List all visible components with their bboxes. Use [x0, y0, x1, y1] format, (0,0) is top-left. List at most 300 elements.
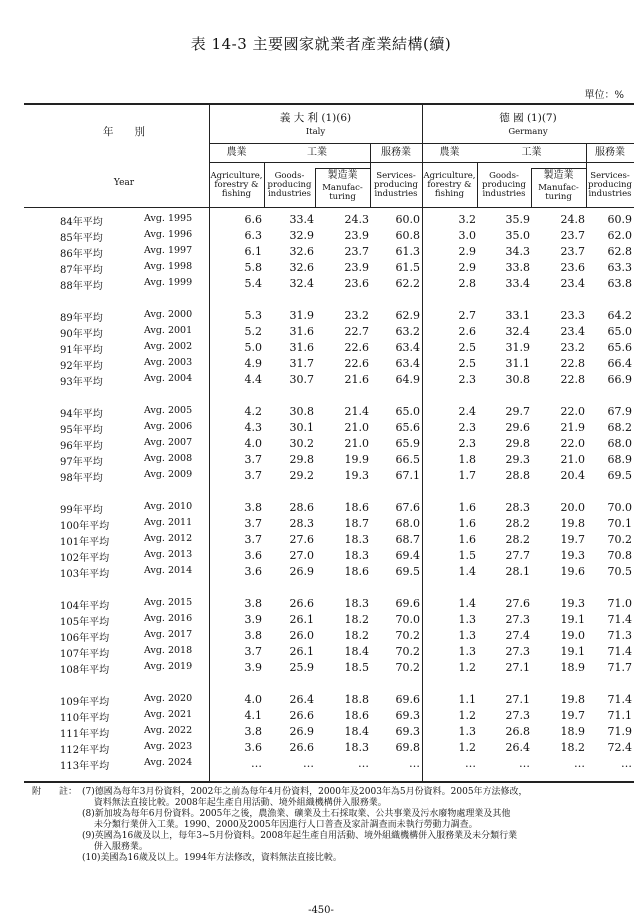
- table-cell: 2.3: [458, 437, 476, 450]
- table-cell: 72.4: [607, 741, 632, 754]
- table-cell: 2.4: [458, 405, 476, 418]
- table-cell: 22.6: [344, 357, 369, 370]
- table-row: [24, 533, 634, 549]
- row-year-cn: 93年平均: [60, 377, 103, 388]
- table-cell: 1.7: [458, 469, 476, 482]
- row-year-en: Avg. 2010: [144, 501, 193, 512]
- table-cell: 26.6: [289, 741, 314, 754]
- table-cell: 3.0: [458, 229, 476, 242]
- table-cell: 65.0: [607, 325, 632, 338]
- table-cell: 3.7: [244, 453, 262, 466]
- italy-serv-en-l1: Services-: [376, 171, 416, 181]
- table-cell: 19.7: [560, 709, 585, 722]
- table-cell: 3.8: [244, 629, 262, 642]
- row-year-cn: 106年平均: [60, 633, 110, 644]
- row-year-cn: 102年平均: [60, 553, 110, 564]
- row-year-en: Avg. 2022: [144, 725, 193, 736]
- table-cell: 35.0: [505, 229, 530, 242]
- row-year-cn: 89年平均: [60, 313, 103, 324]
- table-row: [24, 645, 634, 661]
- table-cell: 23.6: [560, 261, 585, 274]
- table-cell: 31.7: [289, 357, 314, 370]
- table-cell: 3.6: [244, 565, 262, 578]
- table-bottom-rule: [24, 781, 634, 783]
- germany-serv-en-l2: producing: [588, 179, 632, 190]
- table-cell: 3.7: [244, 469, 262, 482]
- note-line: 未分類行業併入工業。1990、2000及2005年因進行人口普查及家計調查而未執行勞動力調查。: [82, 820, 478, 830]
- table-cell: 27.4: [505, 629, 530, 642]
- table-cell: 2.5: [458, 341, 476, 354]
- table-cell: 1.2: [458, 741, 476, 754]
- note-line: (9)英國為16歲及以上，每年3~5月份資料。2008年起生產自用活動、境外組織機構併入服務業及未分類行業: [82, 831, 518, 841]
- table-row: [24, 741, 634, 757]
- table-cell: 26.1: [289, 645, 314, 658]
- table-cell: 3.9: [244, 613, 262, 626]
- table-cell: 65.9: [395, 437, 420, 450]
- table-cell: 28.3: [289, 517, 314, 530]
- table-cell: 19.7: [560, 533, 585, 546]
- table-cell: 27.3: [505, 645, 530, 658]
- table-cell: 18.2: [344, 613, 369, 626]
- table-cell: 5.4: [244, 277, 262, 290]
- table-cell: 62.0: [607, 229, 632, 242]
- table-cell: 19.3: [560, 597, 585, 610]
- table-row: [24, 725, 634, 741]
- row-year-en: Avg. 2004: [144, 373, 193, 384]
- table-cell: 19.8: [560, 693, 585, 706]
- table-cell: 29.6: [505, 421, 530, 434]
- table-cell: 23.4: [560, 277, 585, 290]
- table-cell: 2.9: [458, 245, 476, 258]
- row-year-en: Avg. 1997: [144, 245, 193, 256]
- table-cell: 62.8: [607, 245, 632, 258]
- table-cell: 1.3: [458, 725, 476, 738]
- table-cell: 18.2: [560, 741, 585, 754]
- table-row: [24, 373, 634, 389]
- row-year-cn: 100年平均: [60, 521, 110, 532]
- table-cell: 62.9: [395, 309, 420, 322]
- table-cell: 3.6: [244, 549, 262, 562]
- note-line: (7)德國為每年3月份資料，2002年之前為每年4月份資料，2000年及2003年為5月份資料。2005年方法修改，: [82, 787, 528, 797]
- table-cell: 2.5: [458, 357, 476, 370]
- table-cell: 61.5: [395, 261, 420, 274]
- row-year-cn: 105年平均: [60, 617, 110, 628]
- table-cell: 71.7: [607, 661, 632, 674]
- table-cell: 63.3: [607, 261, 632, 274]
- table-cell: 32.6: [289, 261, 314, 274]
- table-cell: 30.2: [289, 437, 314, 450]
- table-cell: 21.6: [344, 373, 369, 386]
- table-cell: 22.8: [560, 357, 585, 370]
- table-cell: 69.5: [395, 565, 420, 578]
- note-line: 併入服務業。: [82, 842, 148, 852]
- data-table: [24, 103, 634, 781]
- table-cell: 29.3: [505, 453, 530, 466]
- table-cell: 19.9: [344, 453, 369, 466]
- country-italy-cn: 義 大 利 (1)(6): [279, 112, 352, 124]
- table-cell: 23.3: [560, 309, 585, 322]
- germany-agri-en-l1: Agriculture,: [423, 171, 476, 181]
- table-cell: 32.6: [289, 245, 314, 258]
- row-year-cn: 86年平均: [60, 249, 103, 260]
- table-row: [24, 261, 634, 277]
- table-cell: 19.1: [560, 645, 585, 658]
- table-cell: 2.8: [458, 277, 476, 290]
- italy-agri-en-l2: forestry &: [214, 179, 259, 190]
- italy-agri-en-l1: Agriculture,: [210, 171, 263, 181]
- table-cell: 22.6: [344, 341, 369, 354]
- table-row: [24, 517, 634, 533]
- table-cell: 3.2: [458, 213, 476, 226]
- table-cell: 21.0: [560, 453, 585, 466]
- italy-industry-cn: 工業: [307, 147, 327, 158]
- row-year-cn: 101年平均: [60, 537, 110, 548]
- table-cell: 23.6: [344, 277, 369, 290]
- table-cell: 67.9: [607, 405, 632, 418]
- table-cell: 28.2: [505, 533, 530, 546]
- table-cell: 27.1: [505, 693, 530, 706]
- table-cell: 31.1: [505, 357, 530, 370]
- row-year-cn: 110年平均: [60, 713, 110, 724]
- table-cell: 28.2: [505, 517, 530, 530]
- italy-goods-en-l3: industries: [267, 188, 312, 199]
- table-row: [24, 693, 634, 709]
- row-year-en: Avg. 2016: [144, 613, 193, 624]
- table-cell: 18.3: [344, 533, 369, 546]
- table-cell: 70.0: [607, 501, 632, 514]
- germany-agri-en-l3: fishing: [434, 188, 465, 199]
- table-cell: 29.7: [505, 405, 530, 418]
- row-year-en: Avg. 2000: [144, 309, 193, 320]
- table-cell: 63.2: [395, 325, 420, 338]
- table-cell: 68.0: [395, 517, 420, 530]
- table-row: [24, 501, 634, 517]
- table-cell: 32.9: [289, 229, 314, 242]
- table-cell: …: [358, 757, 369, 770]
- germany-agri-en-l2: forestry &: [427, 179, 472, 190]
- table-cell: 60.9: [607, 213, 632, 226]
- table-row: [24, 213, 634, 229]
- table-cell: 5.3: [244, 309, 262, 322]
- table-cell: 66.5: [395, 453, 420, 466]
- table-cell: 1.6: [458, 517, 476, 530]
- table-cell: 23.2: [560, 341, 585, 354]
- page-number: -450-: [308, 905, 334, 916]
- table-cell: 21.9: [560, 421, 585, 434]
- table-cell: 61.3: [395, 245, 420, 258]
- table-cell: 70.2: [395, 645, 420, 658]
- table-cell: 29.8: [289, 453, 314, 466]
- table-cell: 63.8: [607, 277, 632, 290]
- table-cell: 31.9: [289, 309, 314, 322]
- manuf-box-top-de: [531, 168, 586, 169]
- table-cell: 18.2: [344, 629, 369, 642]
- table-cell: 4.3: [244, 421, 262, 434]
- table-cell: …: [519, 757, 530, 770]
- table-cell: 27.1: [505, 661, 530, 674]
- row-year-cn: 108年平均: [60, 665, 110, 676]
- table-cell: 24.3: [344, 213, 369, 226]
- table-cell: 18.4: [344, 725, 369, 738]
- table-cell: 18.4: [344, 645, 369, 658]
- table-cell: 25.9: [289, 661, 314, 674]
- table-cell: 4.4: [244, 373, 262, 386]
- row-year-en: Avg. 2003: [144, 357, 193, 368]
- table-cell: 21.4: [344, 405, 369, 418]
- italy-manuf-en: [315, 184, 370, 202]
- table-cell: 69.4: [395, 549, 420, 562]
- table-cell: 71.4: [607, 613, 632, 626]
- table-cell: 2.7: [458, 309, 476, 322]
- table-cell: 26.9: [289, 725, 314, 738]
- table-cell: 30.8: [505, 373, 530, 386]
- table-row: [24, 229, 634, 245]
- table-cell: 26.4: [289, 693, 314, 706]
- table-cell: 21.0: [344, 437, 369, 450]
- table-cell: 1.6: [458, 501, 476, 514]
- table-cell: 30.8: [289, 405, 314, 418]
- table-cell: 33.4: [289, 213, 314, 226]
- year-header-en: Year: [113, 178, 135, 188]
- italy-serv-en-l2: producing: [374, 179, 418, 190]
- row-year-cn: 92年平均: [60, 361, 103, 372]
- table-cell: 6.3: [244, 229, 262, 242]
- table-cell: 63.4: [395, 357, 420, 370]
- row-year-cn: 103年平均: [60, 569, 110, 580]
- table-cell: 1.2: [458, 709, 476, 722]
- table-cell: 1.3: [458, 613, 476, 626]
- table-cell: 23.2: [344, 309, 369, 322]
- table-cell: 31.9: [505, 341, 530, 354]
- table-cell: 1.3: [458, 645, 476, 658]
- table-row: [24, 597, 634, 613]
- table-cell: 28.6: [289, 501, 314, 514]
- table-cell: 33.1: [505, 309, 530, 322]
- table-cell: 26.1: [289, 613, 314, 626]
- table-cell: …: [621, 757, 632, 770]
- italy-manuf-en-l2: turing: [329, 191, 356, 202]
- germany-goods-en-l1: Goods-: [489, 171, 519, 181]
- row-year-en: Avg. 2024: [144, 757, 193, 768]
- italy-serv-en-l3: industries: [374, 188, 418, 199]
- table-cell: 23.7: [560, 229, 585, 242]
- table-cell: 1.4: [458, 597, 476, 610]
- table-top-rule: [24, 103, 634, 105]
- italy-goods-en: [264, 172, 315, 199]
- table-cell: 71.4: [607, 645, 632, 658]
- table-cell: 27.6: [289, 533, 314, 546]
- table-cell: 67.6: [395, 501, 420, 514]
- row-year-en: Avg. 2008: [144, 453, 193, 464]
- table-cell: 26.0: [289, 629, 314, 642]
- italy-serv-en: [370, 172, 422, 199]
- germany-serv-en-l1: Services-: [590, 171, 630, 181]
- table-cell: 23.9: [344, 229, 369, 242]
- table-cell: 19.8: [560, 517, 585, 530]
- country-germany-cn: 德 國 (1)(7): [499, 112, 557, 124]
- table-cell: 27.0: [289, 549, 314, 562]
- table-cell: 19.3: [560, 549, 585, 562]
- table-cell: 4.0: [244, 437, 262, 450]
- table-cell: 70.5: [607, 565, 632, 578]
- table-cell: 65.6: [607, 341, 632, 354]
- table-cell: 23.7: [344, 245, 369, 258]
- table-row: [24, 709, 634, 725]
- table-cell: 1.3: [458, 629, 476, 642]
- table-cell: 69.3: [395, 725, 420, 738]
- table-row: [24, 437, 634, 453]
- row-year-en: Avg. 2006: [144, 421, 193, 432]
- row-year-en: Avg. 1998: [144, 261, 193, 272]
- table-cell: 28.8: [505, 469, 530, 482]
- germany-services-cn: 服務業: [595, 147, 625, 158]
- table-cell: 18.6: [344, 565, 369, 578]
- table-cell: 70.1: [607, 517, 632, 530]
- germany-manuf-en-l1: Manufac-: [538, 183, 579, 193]
- table-cell: 23.4: [560, 325, 585, 338]
- table-cell: 69.5: [607, 469, 632, 482]
- table-cell: 69.6: [395, 597, 420, 610]
- row-year-cn: 98年平均: [60, 473, 103, 484]
- table-cell: 28.3: [505, 501, 530, 514]
- table-row: [24, 357, 634, 373]
- table-cell: 3.8: [244, 597, 262, 610]
- row-year-cn: 94年平均: [60, 409, 103, 420]
- row-year-en: Avg. 2005: [144, 405, 193, 416]
- table-row: [24, 613, 634, 629]
- table-row: [24, 341, 634, 357]
- manuf-box-top-it: [315, 168, 370, 169]
- table-cell: 68.7: [395, 533, 420, 546]
- italy-goods-en-l1: Goods-: [274, 171, 305, 181]
- table-cell: 2.3: [458, 421, 476, 434]
- table-cell: 69.6: [395, 693, 420, 706]
- table-cell: …: [574, 757, 585, 770]
- note-line: 資料無法直接比較。2008年起生產自用活動、境外組織機構併入服務業。: [82, 798, 387, 808]
- table-cell: 70.2: [607, 533, 632, 546]
- table-cell: 60.0: [395, 213, 420, 226]
- row-year-cn: 111年平均: [60, 729, 110, 740]
- row-year-en: Avg. 2009: [144, 469, 193, 480]
- table-row: [24, 549, 634, 565]
- table-cell: 70.0: [395, 613, 420, 626]
- table-cell: 26.6: [289, 597, 314, 610]
- italy-agri-cn: 農業: [226, 147, 247, 158]
- row-year-cn: 91年平均: [60, 345, 103, 356]
- table-cell: 3.6: [244, 741, 262, 754]
- table-cell: 27.7: [505, 549, 530, 562]
- table-cell: 29.2: [289, 469, 314, 482]
- table-cell: 2.3: [458, 373, 476, 386]
- row-year-en: Avg. 2019: [144, 661, 193, 672]
- table-cell: 32.4: [505, 325, 530, 338]
- table-cell: 32.4: [289, 277, 314, 290]
- table-row: [24, 629, 634, 645]
- table-cell: 65.0: [395, 405, 420, 418]
- table-cell: 69.3: [395, 709, 420, 722]
- table-cell: 18.9: [560, 661, 585, 674]
- table-cell: 1.1: [458, 693, 476, 706]
- table-cell: 18.5: [344, 661, 369, 674]
- table-cell: 3.8: [244, 725, 262, 738]
- table-cell: 23.9: [344, 261, 369, 274]
- italy-services-cn: 服務業: [381, 147, 411, 158]
- note-line: (8)新加坡為每年6月份資料。2005年之後，農漁業、礦業及土石採取業、公共事業及污水廢物處理業及其他: [82, 809, 511, 819]
- table-cell: 22.0: [560, 405, 585, 418]
- row-year-cn: 113年平均: [60, 761, 110, 772]
- table-cell: 18.3: [344, 597, 369, 610]
- table-cell: …: [251, 757, 262, 770]
- table-cell: 71.0: [607, 597, 632, 610]
- table-cell: 33.4: [505, 277, 530, 290]
- row-year-cn: 87年平均: [60, 265, 103, 276]
- table-cell: 31.6: [289, 325, 314, 338]
- table-cell: 4.1: [244, 709, 262, 722]
- table-cell: 26.9: [289, 565, 314, 578]
- table-cell: 20.0: [560, 501, 585, 514]
- table-cell: 68.0: [607, 437, 632, 450]
- table-row: [24, 309, 634, 325]
- italy-manuf-en-l1: Manufac-: [322, 183, 363, 193]
- table-cell: 71.4: [607, 693, 632, 706]
- table-cell: 5.2: [244, 325, 262, 338]
- row-year-cn: 95年平均: [60, 425, 103, 436]
- table-row: [24, 757, 634, 773]
- table-cell: 62.2: [395, 277, 420, 290]
- row-year-en: Avg. 2002: [144, 341, 193, 352]
- table-row: [24, 421, 634, 437]
- table-cell: 71.9: [607, 725, 632, 738]
- germany-serv-en-l3: industries: [588, 188, 632, 199]
- table-cell: 18.3: [344, 549, 369, 562]
- table-row: [24, 245, 634, 261]
- row-year-en: Avg. 2011: [144, 517, 193, 528]
- row-year-cn: 96年平均: [60, 441, 103, 452]
- table-cell: 4.9: [244, 357, 262, 370]
- row-year-en: Avg. 2014: [144, 565, 193, 576]
- table-row: [24, 565, 634, 581]
- row-year-en: Avg. 2012: [144, 533, 193, 544]
- table-cell: 33.8: [505, 261, 530, 274]
- table-cell: 21.0: [344, 421, 369, 434]
- table-cell: 3.8: [244, 501, 262, 514]
- row-year-en: Avg. 2021: [144, 709, 193, 720]
- germany-manuf-cn: 製造業: [543, 170, 574, 181]
- table-cell: 66.9: [607, 373, 632, 386]
- table-cell: 63.4: [395, 341, 420, 354]
- table-cell: 1.5: [458, 549, 476, 562]
- table-cell: 2.9: [458, 261, 476, 274]
- germany-agri-en: [422, 172, 477, 199]
- table-row: [24, 661, 634, 677]
- germany-goods-en: [477, 172, 531, 199]
- row-year-en: Avg. 1996: [144, 229, 193, 240]
- table-row: [24, 469, 634, 485]
- table-cell: 67.1: [395, 469, 420, 482]
- table-cell: 20.4: [560, 469, 585, 482]
- table-cell: 60.8: [395, 229, 420, 242]
- table-cell: 5.0: [244, 341, 262, 354]
- row-year-en: Avg. 2020: [144, 693, 193, 704]
- table-cell: 3.9: [244, 661, 262, 674]
- table-cell: 19.1: [560, 613, 585, 626]
- table-cell: …: [303, 757, 314, 770]
- table-cell: 66.4: [607, 357, 632, 370]
- table-cell: 3.7: [244, 645, 262, 658]
- row-year-cn: 85年平均: [60, 233, 103, 244]
- row-year-en: Avg. 1995: [144, 213, 193, 224]
- table-cell: 19.0: [560, 629, 585, 642]
